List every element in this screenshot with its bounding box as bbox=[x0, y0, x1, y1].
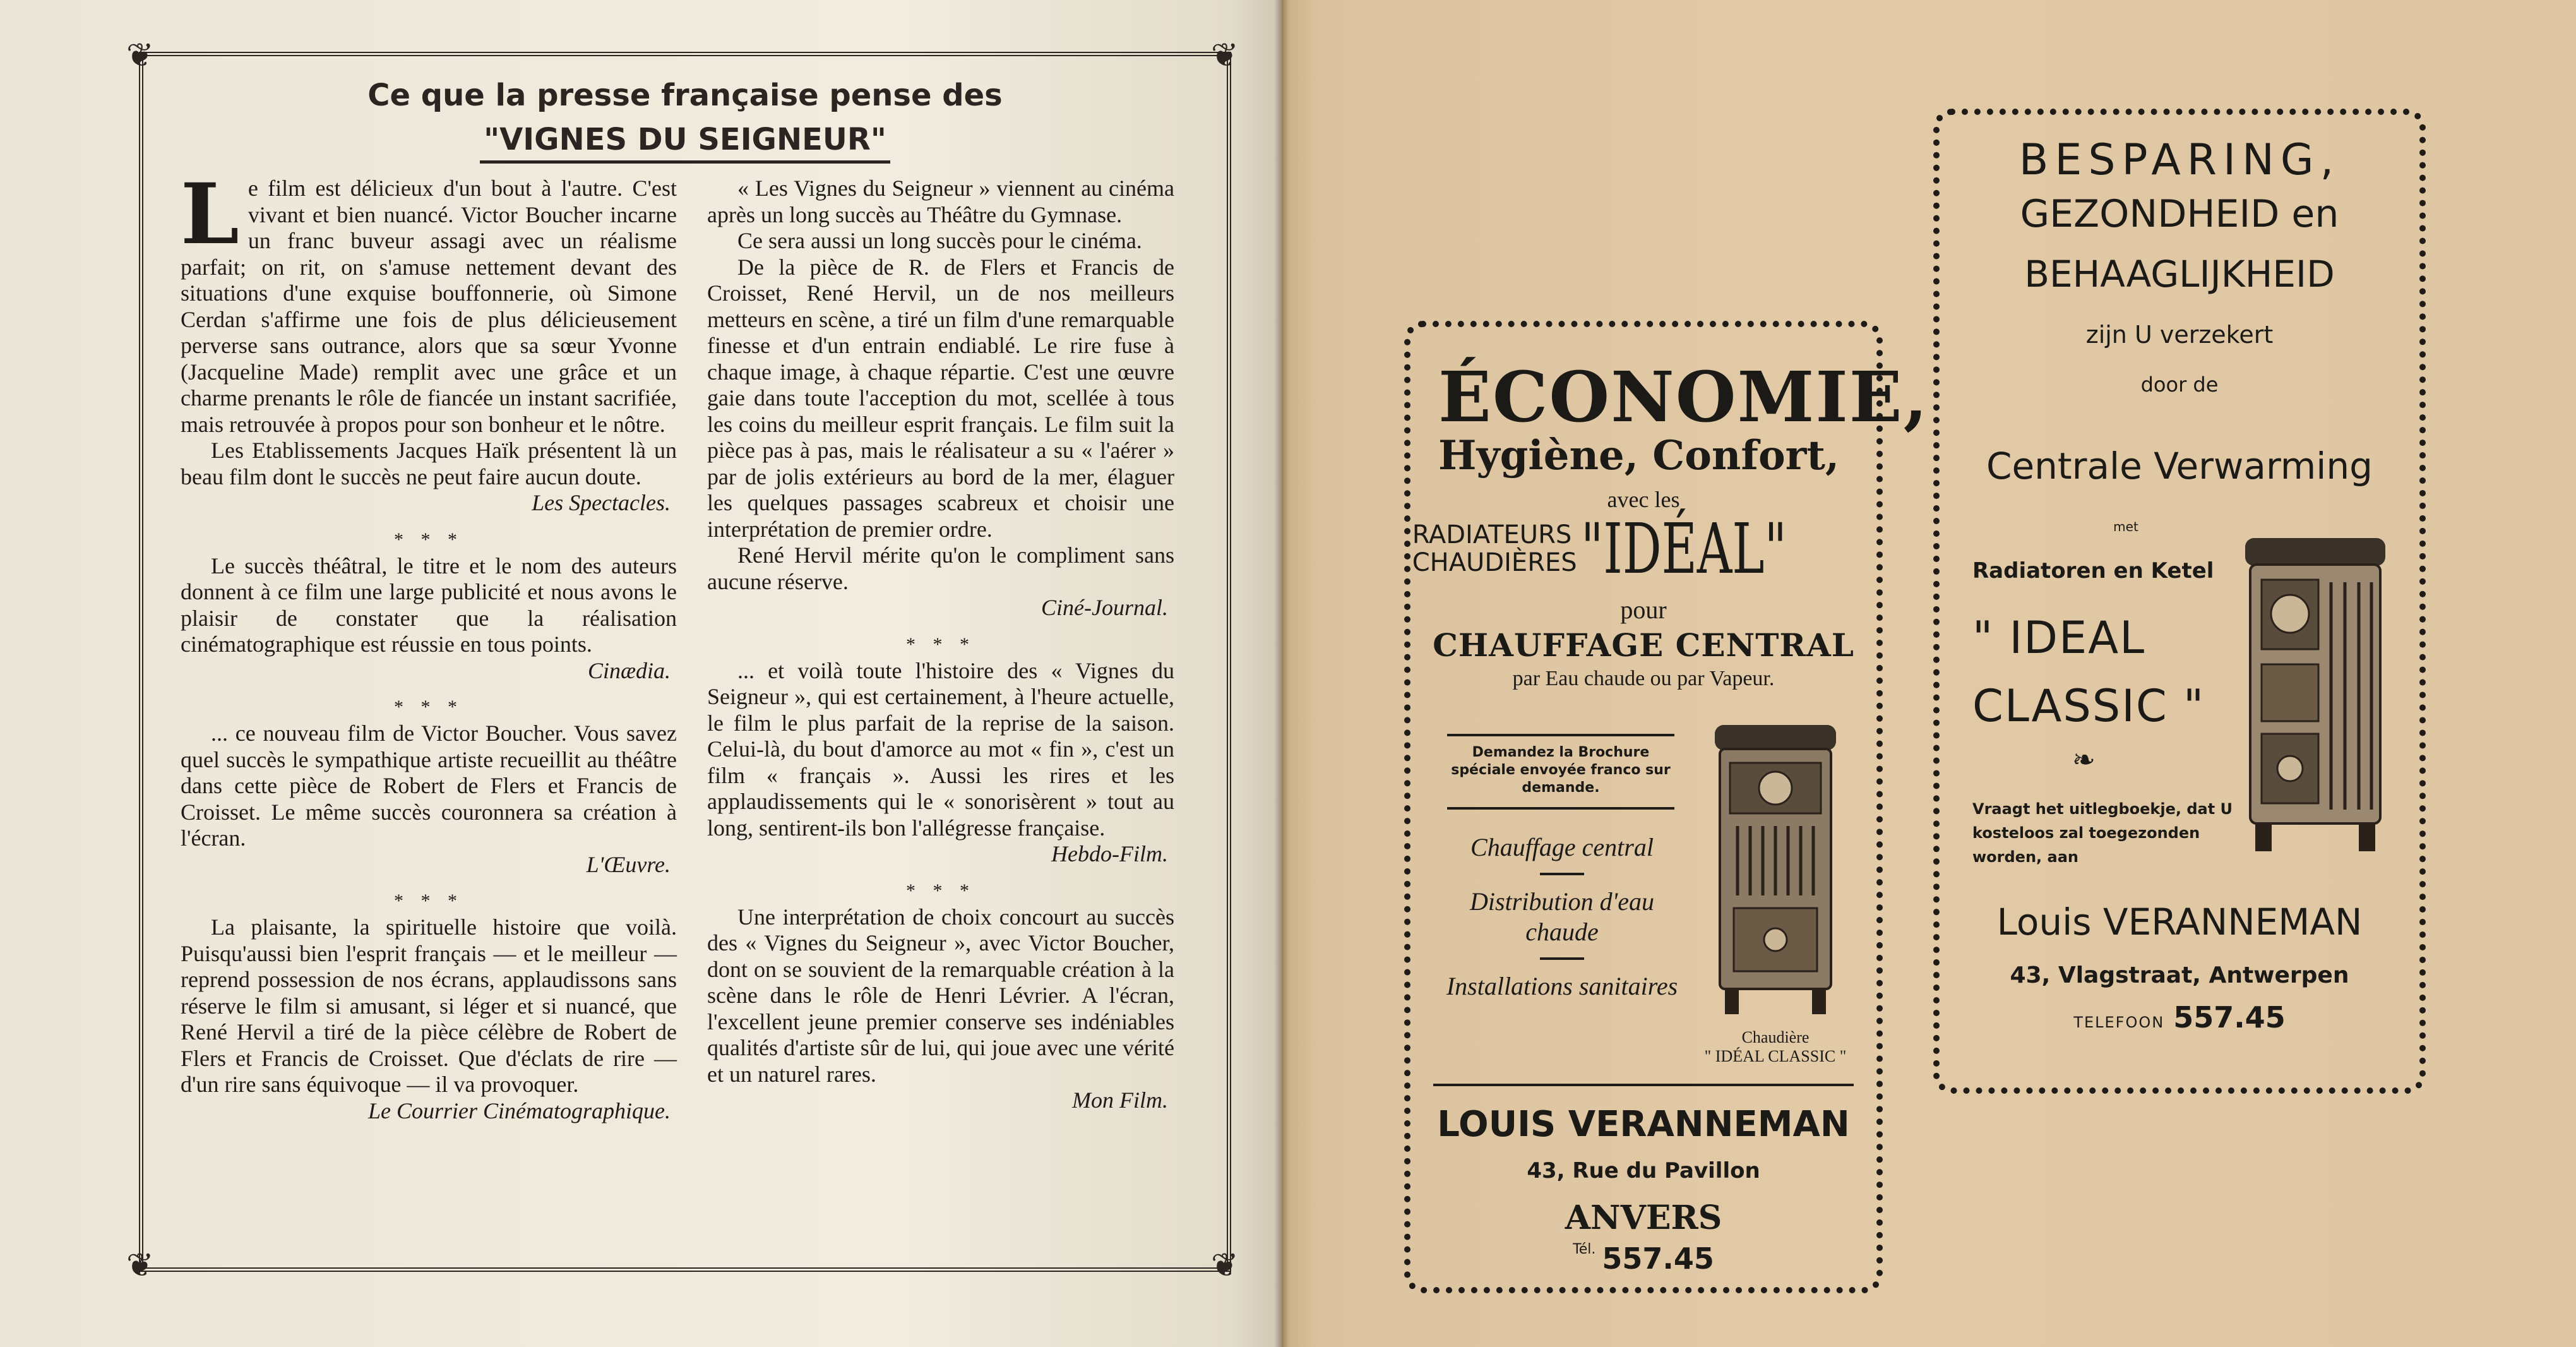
divider bbox=[1540, 957, 1584, 960]
article-title bbox=[139, 73, 1231, 164]
review-paragraph: ... et voilà toute l'histoire des « Vignes du Seigneur », qui est certainement, à l'heure actuelle, le film le plus parfait de la reprise de la saison. Celui-là, du bout d'amorce au mot « fin », c'est un film « français ». Aussi les rires et les applaudissements qui le « sonorisèrent » tout au long, sentirent-ils bon l'allégresse française. bbox=[707, 657, 1174, 841]
ad-french-chauffage: CHAUFFAGE CENTRAL bbox=[1433, 626, 1854, 664]
review-source: Cinædia. bbox=[587, 657, 671, 683]
corner-ornament-icon: ❦ bbox=[126, 37, 154, 75]
stove-illustration-icon bbox=[2230, 532, 2400, 860]
review-paragraph: Les Etablissements Jacques Haïk présentent là un beau film dont le succès ne peut faire aucun doute. bbox=[181, 438, 677, 489]
review-paragraph: Ce sera aussi un long succès pour le cinéma. bbox=[737, 228, 1142, 253]
review-paragraph: « Les Vignes du Seigneur » viennent au cinéma après un long succès au Théâtre du Gymnase. bbox=[707, 176, 1174, 227]
flourish-icon: ❧ bbox=[2072, 745, 2096, 775]
article-title-line2: "VIGNES DU SEIGNEUR" bbox=[480, 119, 890, 164]
separator-stars: * * * bbox=[394, 890, 463, 911]
ad-french-city: ANVERS bbox=[1565, 1199, 1722, 1237]
review-paragraph: René Hervil mérite qu'on le compliment sans aucune réserve. bbox=[707, 542, 1174, 594]
boiler-illustration-icon bbox=[1702, 719, 1849, 1022]
review-paragraph: ... ce nouveau film de Victor Boucher. Vous savez quel succès le sympathique artiste recueillit au théâtre dans cette pièce de Robert de Flers et Francis de Croisset. Le même succès couronnera sa création à l'écran. bbox=[181, 721, 677, 851]
corner-ornament-icon: ❦ bbox=[1211, 37, 1239, 75]
ad-french-services bbox=[1436, 832, 1688, 1002]
ad-dutch-radiatoren: Radiatoren en Ketel bbox=[1972, 558, 2214, 584]
ad-dutch-line1: BESPARING, bbox=[2018, 135, 2340, 185]
separator-stars: * * * bbox=[906, 880, 975, 901]
ad-dutch-line3: BEHAAGLIJKHEID bbox=[2024, 253, 2335, 296]
review-source: Le Courrier Cinématographique. bbox=[367, 1098, 671, 1123]
review-source: Ciné-Journal. bbox=[1041, 595, 1168, 620]
divider bbox=[1433, 1084, 1854, 1086]
review-paragraph: Une interprétation de choix concourt au succès des « Vignes du Seigneur », avec Victor Boucher, dont on se souvient de la remarquable création à la scène dans le rôle de Henri Lévrier. A l'écran, l'excellent jeune premier conserve ses indéniables qualités d'artiste sûr de lui, qui joue avec une vérité et un naturel rares. bbox=[707, 904, 1174, 1087]
ad-french-subhead: Hygiène, Confort, bbox=[1438, 432, 1840, 479]
review-source: Les Spectacles. bbox=[532, 490, 671, 515]
ad-dutch-line2: GEZONDHEID en bbox=[2020, 192, 2339, 236]
book-spine bbox=[1274, 0, 1289, 1347]
ad-french bbox=[1404, 321, 1929, 1293]
ad-french-company-name: LOUIS VERANNEMAN bbox=[1437, 1104, 1850, 1145]
ad-french-par: par Eau chaude ou par Vapeur. bbox=[1512, 667, 1775, 690]
review-paragraph: Le succès théâtral, le titre et le nom des auteurs donnent à ce film une large publicité et nous avons le plaisir de constater que la réalisation cinématographique est réussie en tous points. bbox=[181, 553, 677, 657]
review-paragraph: Le film est délicieux d'un bout à l'autre. C'est vivant et bien nuancé. Victor Boucher incarne un franc buveur assagi avec un réalisme parfait; on rit, on s'amuse nettement devant des situations d'une exquise bouffonnerie, où Simone Cerdan s'affirme une fois de plus délicieusement perverse sans outrance, alors que sa sœur Yvonne (Jacqueline Made) remplit avec une grâce et un charme prenants le rôle de fiancée un instant sacrifiée, mais retrouvée à propos pour son bonheur et le nôtre. bbox=[181, 165, 677, 437]
ad-french-brand: "IDÉAL" bbox=[1580, 508, 1787, 589]
ad-french-product-types: RADIATEURS CHAUDIÈRES bbox=[1412, 520, 1577, 577]
ad-french-service: Distribution d'eau chaude bbox=[1470, 887, 1654, 946]
ad-dutch-brand: " IDEAL CLASSIC " bbox=[1972, 612, 2205, 732]
divider bbox=[1540, 873, 1584, 875]
ad-french-headline: ÉCONOMIE, bbox=[1438, 356, 1929, 438]
ad-dutch-line4: zijn U verzekert bbox=[2085, 321, 2274, 349]
ad-dutch-street: 43, Vlagstraat, Antwerpen bbox=[2010, 962, 2349, 988]
article-column-left bbox=[181, 165, 677, 1138]
review-source: L'Œuvre. bbox=[586, 851, 671, 877]
ad-dutch-met: met bbox=[2113, 519, 2138, 534]
review-paragraph: De la pièce de R. de Flers et Francis de Croisset, René Hervil, un de nos meilleurs metteurs en scène, a tiré un film d'une remarquable finesse et d'un entrain endiablé. Le rire fuse à chaque image, à chaque répartie. C'est une œuvre gaie dans toute l'acception du mot, scellée à tous les coins du meilleur esprit français. Le film suit la pièce pas à pas, mais le réalisateur a su « l'aérer » par de jolis extérieurs au bord de la mer, élaguer les quelques passages scabreux et choisir une interprétation de premier ordre. bbox=[707, 254, 1174, 542]
ad-french-pour: pour bbox=[1620, 596, 1667, 624]
ad-dutch-line5: door de bbox=[2140, 373, 2219, 397]
ad-french-street: 43, Rue du Pavillon bbox=[1527, 1158, 1760, 1183]
ad-french-service: Chauffage central bbox=[1470, 833, 1654, 861]
review-source: Hebdo-Film. bbox=[1051, 841, 1168, 866]
separator-stars: * * * bbox=[906, 633, 975, 655]
ad-french-service: Installations sanitaires bbox=[1446, 972, 1678, 1000]
ad-dutch bbox=[1933, 109, 2426, 1094]
ad-french-brand-line bbox=[1410, 508, 1876, 589]
ad-french-boiler-caption: Chaudière " IDÉAL CLASSIC " bbox=[1704, 1028, 1847, 1065]
ad-dutch-vraagt: Vraagt het uitlegboekje, dat U kosteloos zal toegezonden worden, aan bbox=[1972, 800, 2233, 866]
review-paragraph: La plaisante, la spirituelle histoire que voilà. Puisqu'aussi bien l'esprit français — et le meilleur — reprend possession de nos écrans, applaudissons sans réserve le film si amusant, si léger et si nuancé, que René Hervil a tiré de la pièce célèbre de Robert de Flers et Francis de Croisset. Que d'éclats de rire — d'un rire sans équivoque — il va provoquer. bbox=[181, 914, 677, 1097]
article-column-right bbox=[707, 176, 1174, 1128]
ad-french-brochure: Demandez la Brochure spéciale envoyée franco sur demande. bbox=[1447, 734, 1674, 810]
drop-cap: L bbox=[181, 165, 239, 263]
ad-dutch-line6: Centrale Verwarming bbox=[1986, 445, 2373, 488]
review-source: Mon Film. bbox=[1072, 1087, 1168, 1113]
ad-dutch-company-name: Louis VERANNEMAN bbox=[1996, 901, 2363, 943]
article-title-line1: Ce que la presse française pense des bbox=[367, 78, 1003, 113]
ad-french-telephone: Tél. 557.45 bbox=[1573, 1242, 1714, 1276]
separator-stars: * * * bbox=[394, 697, 463, 717]
corner-ornament-icon: ❦ bbox=[1211, 1247, 1239, 1284]
ad-dutch-telephone: TELEFOON 557.45 bbox=[2073, 1000, 2286, 1034]
corner-ornament-icon: ❦ bbox=[126, 1247, 154, 1284]
ad-french-avec: avec les bbox=[1607, 487, 1680, 512]
separator-stars: * * * bbox=[394, 529, 463, 550]
